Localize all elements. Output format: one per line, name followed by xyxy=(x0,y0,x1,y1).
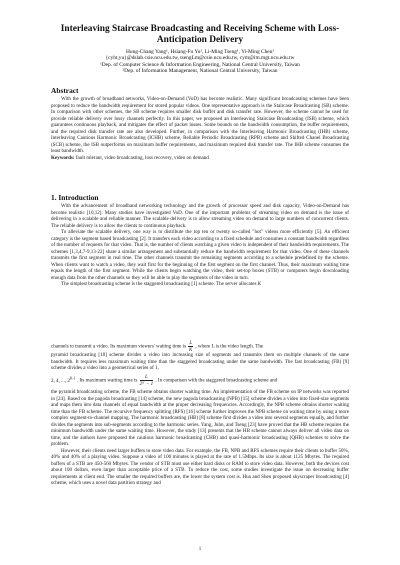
eq2-suffix: . In comparison with the staggered broadcasting scheme and xyxy=(155,377,278,384)
abstract-text: With the growth of broadband networks, Video-on-Demand (VoD) has become realistic. Many significant broadcasting schemes have been proposed to reduce the bandwidth requirement for stored popular videos. One representative approach is the Staircase Broadcasting (SB) scheme. In comparison with other schemes, the SB scheme requires smaller disk buffer and disk transfer rate. However, the scheme cannot be used for provide reliable delivery over lossy channels perfectly. In this paper, we proposed an Interleaving Staircase Broadcasting (ISB) scheme, which guarantees continuous playback, and mitigates the effect of packet losses. Some bounds on the bandwidth consumption, the buffer requirements, and the required disk transfer rate are also developed. Further, in comparison with the Interleaving Harmonic Broadcasting (IHB) scheme, Interleaving Cautious Harmonic Broadcasting (ICHB) scheme, Reliable Periodic Broadcasting (RPB) scheme and Shifted Chanel Broadcasting (SCB) scheme, the ISB outperforms on maximum buffer requirements, and maximum required disk transfer rate. The IHB scheme consumes the least bandwidth. xyxy=(51,96,349,155)
author-names: Hung-Chang Yang¹, Hsiang-Fu Yu², Li-Ming Tseng¹, Yi-Ming Chen² xyxy=(126,49,274,55)
equation-line-2 xyxy=(51,374,349,387)
author-emails: {cyht,yu}@dslab.csie.ncu.edu.tw, tsengLm@csie.ncu.edu.tw, cym@im.mgt.ncu.edu.tw xyxy=(105,55,295,62)
intro-paragraph-4: However, their clients need larger buffers to store video data. For example, the FB, NPB and RFS schemes require their clients to buffer 50%, 40% and 40% of a playing video. Suppose a video of 100 minutes is played at the rate of 1.5Mbps. Its size is about 1125 Mbytes. The required buffers of a STB are 450-560 Mbytes. The vendor of STB must use either hard disks or RAM to store video data. However, both the devices cost about 100 dollars, even larger than acceptable price of a STB. To reduce the cost, some studies investigate the issue on decreasing buffer requirements at client end. The smaller the required buffers are, the lower the system cost is. Hua and Sheu proposed skyscraper broadcasting [4] scheme, which uses a novel data partition strategy and xyxy=(51,447,349,487)
author-affiliation-1: ¹Dep. of Computer Science & Information Engineering, National Central University, Taiwan xyxy=(100,61,300,68)
page-number: 1 xyxy=(198,547,202,552)
intro-paragraph-1: With the advancement of broadband networking technology and the growth of processor speed and disk capacity, Video-on-Demand has become realistic [10,12]. Many studies have investigated VoD. One of the important problems of streaming video on demand is the issue of delivering in a scalable and reliable manner. The scalable delivery is to allow streaming video on demand to large numbers of concurrent clients. The reliable delivery is to allow the clients to continuous playback. xyxy=(51,203,349,229)
author-affiliation-2: ²Dep. of Information Management, National Central University, Taiwan xyxy=(122,68,278,75)
eq1-prefix: channels to transmit a video. Its maximum viewers' waiting time is xyxy=(51,343,187,350)
intro-paragraph-3-middle: pyramid broadcasting [18] scheme divides a video into increasing size of segments and transmits them on multiple channels of the same bandwidth. It requires less maximum waiting time than the staggered broadcasting under the same bandwidth. The fast broadcasting (FB) [9] scheme divides a video into a geometrical series of 1, xyxy=(51,352,349,372)
intro-paragraph-2: To alleviate the scalable delivery, one way is to distribute the top ten or twenty so-called "hot" videos more efficiently [5]. An efficient category is the segment based broadcasting [2]. It transfers each video according to a fixed schedule and consumes a constant bandwidth regardless of the number of requests for that video. That is, the number of clients watching a given video is independent of their bandwidth requirements. The schemes [1,3,4,7-9,13-22] share a similar arrangement and substantially reduce the bandwidth requirement for that video. One of these channels transmits the first segment in real time. The other channels transmit the remaining segments according to a schedule predefined by the scheme. When clients want to watch a video, they wait first for the beginning of the first segment on the first channel. Thus, their maximum waiting time equals the length of the first segment. While the clients begin watching the video, their set-top boxes (STB) or computers begin downloading enough data from the other channels so they will be able to play the segments of the video in turn. xyxy=(51,229,349,281)
section-1-heading: 1. Introduction xyxy=(51,193,99,202)
abstract-body xyxy=(51,96,349,161)
intro-block-2 xyxy=(51,352,349,372)
eq2-middle: . Its maximum waiting time is xyxy=(76,377,138,384)
eq2-prefix: 2, 4, ..., $2^{K-1}$ xyxy=(51,375,76,384)
intro-paragraph-3-start: The simplest broadcasting scheme is the staggered broadcasting [1] scheme. The server allocates K xyxy=(61,281,262,288)
intro-block-3 xyxy=(51,389,349,487)
eq1-fraction: $\frac{L}{K}$ xyxy=(189,340,193,353)
author-block xyxy=(40,49,360,75)
keywords-line xyxy=(51,155,349,162)
eq1-suffix: , where L is the video length. The xyxy=(195,343,264,350)
keywords-label: Keywords: xyxy=(51,154,75,161)
paper-title: Interleaving Staircase Broadcasting and Receiving Scheme with Loss-Anticipation Delivery xyxy=(60,24,340,45)
keywords-text: fault tolerant, video broadcasting, loss recovery, video on demand xyxy=(75,154,209,161)
intro-paragraph-3-end: the pyramid broadcasting scheme, the FB scheme obtains shorter waiting time. An implementation of the FB scheme on IP networks was reported in [24]. Based on the pagoda broadcasting [14] scheme, the new pagoda broadcasting (NPB) [15] scheme divides a video into fixed-size segments and maps them into data channels of equal bandwidth at the proper decreasing frequencies. Accordingly, the NPB scheme obtains shorter waiting time than the FB scheme. The recursive frequency splitting (RFS) [16] scheme further improves the NPB scheme on waiting time by using a more complex segment-to-channel mapping. The harmonic broadcasting (HB) [8] scheme first divides a video into several segments equally, and further divides the segments into sub-segments according to the harmonic series. Yang, Juhn, and Tseng [23] have proved that the HB scheme requires the minimum bandwidth under the same waiting time. However, the study [13] presents that the HB scheme cannot always deliver all video data on time, and the authors have proposed the cautious harmonic broadcasting (CHB) and quasi-harmonic broadcasting (QHB) schemes to solve the problem. xyxy=(51,389,349,448)
intro-block-1 xyxy=(51,203,349,288)
eq2-fraction: $\frac{L}{\text{2ᴷ − 1}}$ xyxy=(139,374,154,387)
abstract-heading: Abstract xyxy=(51,86,79,95)
